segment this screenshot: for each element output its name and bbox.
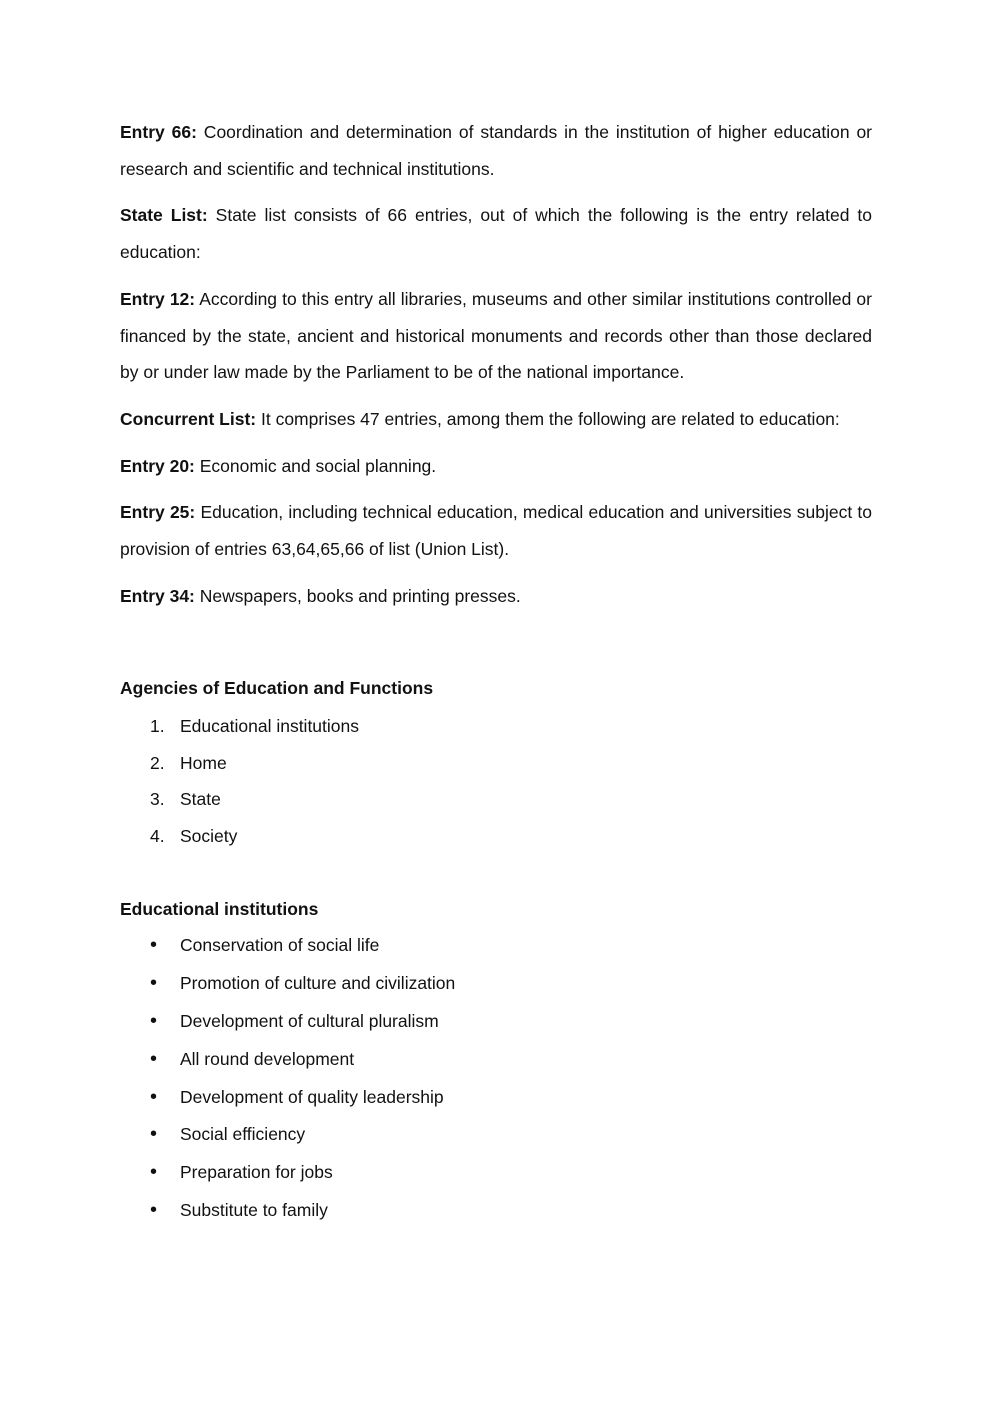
entry-text: Coordination and determination of standards in the institution of higher education or research and scientific and technical institutions. [120, 122, 872, 179]
entry-text: State list consists of 66 entries, out of which the following is the entry related to education: [120, 205, 872, 263]
entry-paragraph [120, 494, 872, 567]
list-item-label: Development of cultural pluralism [180, 1011, 439, 1032]
entry-paragraph [120, 281, 872, 391]
list-item [120, 818, 872, 855]
list-item [120, 965, 872, 1003]
institutions-heading: Educational institutions [120, 899, 319, 920]
entry-label: Entry 66: [120, 122, 197, 142]
bullet-icon: • [150, 1199, 158, 1222]
list-number: 3. [150, 789, 165, 810]
bullet-icon: • [150, 1161, 158, 1184]
list-item-label: Substitute to family [180, 1200, 328, 1221]
list-item-label: Society [180, 825, 238, 846]
bullet-icon: • [150, 1047, 158, 1070]
list-item-label: Development of quality leadership [180, 1086, 444, 1107]
entry-paragraph [120, 114, 872, 187]
list-item [120, 927, 872, 965]
entry-text: It comprises 47 entries, among them the following are related to education: [256, 408, 840, 429]
bullet-icon: • [150, 1123, 158, 1146]
bullet-icon: • [150, 934, 158, 957]
entry-paragraph [120, 578, 872, 615]
bullet-icon: • [150, 1010, 158, 1033]
bullet-icon: • [150, 972, 158, 995]
entry-paragraph [120, 197, 872, 270]
list-item-label: Promotion of culture and civilization [180, 973, 456, 994]
list-item-label: Social efficiency [180, 1124, 306, 1145]
list-item [120, 745, 872, 782]
list-item-label: State [180, 789, 221, 810]
entry-label: Concurrent List: [120, 408, 257, 429]
entry-label: Entry 34: [120, 585, 195, 606]
list-number: 4. [150, 825, 165, 846]
entry-paragraph [120, 401, 872, 438]
agencies-heading: Agencies of Education and Functions [120, 678, 434, 699]
entry-label: Entry 25: [120, 502, 196, 523]
list-item [120, 1192, 872, 1230]
entry-text: Newspapers, books and printing presses. [194, 585, 521, 606]
list-item-label: Home [180, 752, 227, 773]
entry-text: According to this entry all libraries, museums and other similar institutions controlled or financed by the state, ancient and historical monuments and records other than those declared by or under law made by the Parliament to be of the national importance. [120, 288, 872, 383]
institutions-list [120, 927, 872, 1229]
entry-label: Entry 20: [120, 455, 195, 476]
entry-paragraph [120, 448, 872, 485]
document-body [120, 114, 872, 1230]
list-item [120, 1079, 872, 1117]
entry-text: Education, including technical education, medical education and universities subject to provision of entries 63,64,65,66 of list (Union List). [120, 502, 872, 560]
list-number: 2. [150, 752, 165, 773]
list-item [120, 1154, 872, 1192]
list-item [120, 1041, 872, 1079]
list-item-label: Preparation for jobs [180, 1162, 333, 1183]
list-item [120, 1116, 872, 1154]
bullet-icon: • [150, 1085, 158, 1108]
entry-label: Entry 12: [120, 288, 196, 309]
list-item-label: Educational institutions [180, 716, 359, 737]
list-item [120, 781, 872, 818]
agencies-list [120, 708, 872, 854]
list-item [120, 708, 872, 745]
entry-label: State List: [120, 205, 208, 226]
entry-text: Economic and social planning. [194, 455, 437, 476]
list-item [120, 1003, 872, 1041]
list-number: 1. [150, 716, 165, 737]
list-item-label: All round development [180, 1048, 355, 1069]
list-item-label: Conservation of social life [180, 935, 380, 956]
